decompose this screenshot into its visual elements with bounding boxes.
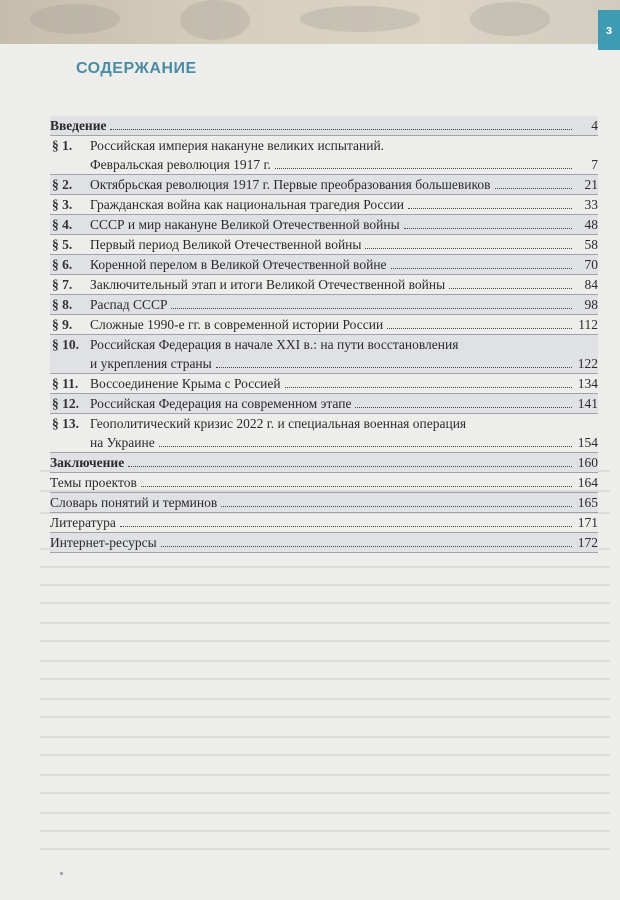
toc-entry-page: 84	[584, 277, 598, 292]
section-number: § 4.	[52, 217, 73, 232]
toc-entry-literature[interactable]	[50, 513, 598, 533]
section-number: § 8.	[52, 297, 73, 312]
section-number: § 5.	[52, 237, 73, 252]
cover-illustration-strip	[0, 0, 620, 44]
toc-entry-title: Темы проектов	[50, 475, 137, 490]
toc-entry-title: Коренной перелом в Великой Отечественной войне	[90, 257, 387, 272]
dot-leader	[404, 228, 572, 229]
toc-entry-page: 70	[584, 257, 598, 272]
dot-leader	[141, 486, 572, 487]
toc-entry-section-13[interactable]	[50, 414, 598, 453]
toc-entry-section-10[interactable]	[50, 335, 598, 374]
toc-entry-title: Введение	[50, 118, 107, 133]
toc-entry-title: СССР и мир накануне Великой Отечественной войны	[90, 217, 400, 232]
table-of-contents	[50, 116, 598, 553]
toc-entry-section-11[interactable]	[50, 374, 598, 394]
toc-entry-section-2[interactable]	[50, 175, 598, 195]
dot-leader	[355, 407, 572, 408]
toc-entry-title: Геополитический кризис 2022 г. и специальная военная операция	[90, 416, 467, 431]
dot-leader	[110, 129, 572, 130]
toc-entry-section-6[interactable]	[50, 255, 598, 275]
toc-entry-title: Октябрьская революция 1917 г. Первые преобразования большевиков	[90, 177, 491, 192]
toc-entry-page: 164	[577, 475, 598, 490]
toc-entry-title: Словарь понятий и терминов	[50, 495, 218, 510]
dot-leader	[128, 466, 572, 467]
toc-entry-page: 165	[577, 495, 598, 510]
toc-entry-page: 58	[584, 237, 598, 252]
page-title: СОДЕРЖАНИЕ	[76, 60, 197, 77]
section-number: § 10.	[52, 337, 79, 352]
toc-entry-title-line2: Февральская революция 1917 г.	[90, 157, 271, 172]
toc-entry-section-9[interactable]	[50, 315, 598, 335]
section-number: § 3.	[52, 197, 73, 212]
toc-entry-section-12[interactable]	[50, 394, 598, 414]
toc-entry-page: 134	[577, 376, 598, 391]
dot-leader	[159, 446, 572, 447]
toc-entry-page: 122	[577, 356, 598, 371]
dot-leader	[449, 288, 572, 289]
dot-leader	[408, 208, 572, 209]
toc-entry-title: Воссоединение Крыма с Россией	[90, 376, 281, 391]
toc-entry-title: Интернет-ресурсы	[50, 535, 157, 550]
dot-leader	[120, 526, 572, 527]
toc-entry-title: Литература	[50, 515, 116, 530]
dot-leader	[365, 248, 572, 249]
toc-entry-title: Российская Федерация на современном этапе	[90, 396, 352, 411]
toc-entry-title: Российская Федерация в начале XXI в.: на пути восстановления	[90, 337, 459, 352]
toc-entry-page: 172	[577, 535, 598, 550]
section-number: § 13.	[52, 416, 79, 431]
section-number: § 1.	[52, 138, 73, 153]
toc-entry-page: 7	[591, 157, 598, 172]
toc-entry-page: 33	[584, 197, 598, 212]
section-number: § 12.	[52, 396, 79, 411]
toc-entry-section-8[interactable]	[50, 295, 598, 315]
toc-entry-page: 4	[591, 118, 598, 133]
toc-entry-page: 112	[578, 317, 598, 332]
toc-entry-title: Распад СССР	[90, 297, 168, 312]
section-number: § 7.	[52, 277, 73, 292]
toc-entry-project-topics[interactable]	[50, 473, 598, 493]
toc-entry-title: Заключение	[50, 455, 125, 470]
toc-entry-conclusion[interactable]	[50, 453, 598, 473]
dot-leader	[495, 188, 572, 189]
toc-entry-page: 98	[584, 297, 598, 312]
toc-entry-title: Сложные 1990-е гг. в современной истории России	[90, 317, 384, 332]
dot-leader	[275, 168, 572, 169]
toc-entry-page: 141	[577, 396, 598, 411]
toc-entry-title: Первый период Великой Отечественной войны	[90, 237, 362, 252]
toc-entry-section-4[interactable]	[50, 215, 598, 235]
section-number: § 9.	[52, 317, 73, 332]
toc-entry-section-3[interactable]	[50, 195, 598, 215]
toc-entry-title-line2: на Украине	[90, 435, 155, 450]
section-number: § 6.	[52, 257, 73, 272]
toc-entry-section-5[interactable]	[50, 235, 598, 255]
dot-leader	[221, 506, 572, 507]
chapter-tab: з	[598, 10, 620, 50]
section-number: § 11.	[52, 376, 79, 391]
dot-leader	[171, 308, 572, 309]
dot-leader	[216, 367, 572, 368]
toc-entry-title: Гражданская война как национальная трагедия России	[90, 197, 404, 212]
dot-leader	[387, 328, 572, 329]
section-number: § 2.	[52, 177, 73, 192]
toc-entry-page: 48	[584, 217, 598, 232]
dot-leader	[285, 387, 572, 388]
print-speck	[60, 872, 63, 875]
toc-entry-title-line2: и укрепления страны	[90, 356, 212, 371]
toc-entry-section-1[interactable]	[50, 136, 598, 175]
toc-entry-glossary[interactable]	[50, 493, 598, 513]
toc-entry-page: 160	[577, 455, 598, 470]
toc-entry-section-7[interactable]	[50, 275, 598, 295]
toc-entry-title: Заключительный этап и итоги Великой Отечественной войны	[90, 277, 446, 292]
toc-entry-internet-resources[interactable]	[50, 533, 598, 553]
toc-entry-page: 21	[584, 177, 598, 192]
toc-entry-introduction[interactable]	[50, 116, 598, 136]
dot-leader	[391, 268, 572, 269]
toc-entry-page: 154	[577, 435, 598, 450]
dot-leader	[161, 546, 572, 547]
toc-entry-title: Российская империя накануне великих испытаний.	[90, 138, 385, 153]
toc-entry-page: 171	[577, 515, 598, 530]
